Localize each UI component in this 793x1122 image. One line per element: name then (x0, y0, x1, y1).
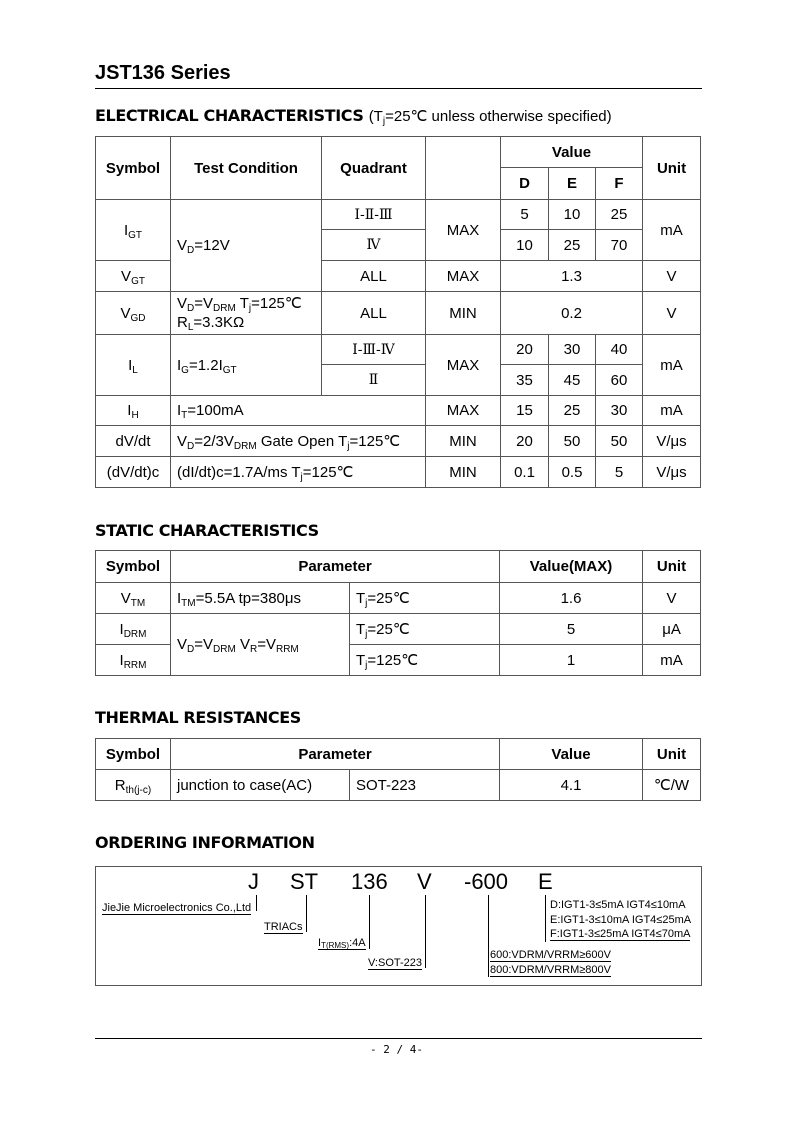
col-symbol: Symbol (96, 137, 171, 200)
label-voltage-600: 600:VDRM/VRRM≥600V (490, 949, 611, 961)
leader-v (425, 895, 426, 968)
limit-cell: MAX (426, 335, 501, 396)
symbol-vgt: $V_{GT}$ (96, 261, 171, 292)
symbol-irrm: $I_{RRM}$ (96, 645, 171, 676)
electrical-title-note: ($T_j=25℃$ unless otherwise specified) (368, 108, 612, 127)
value-cell: 1 (500, 645, 643, 676)
page-title: JST136 Series (95, 62, 231, 84)
symbol-vtm: $V_{TM}$ (96, 583, 171, 614)
cond-dvdtc: (dI/dt)c=1.7A/ms $T_j=125℃$ (171, 457, 426, 488)
electrical-title-text: ELECTRICAL CHARACTERISTICS (95, 106, 364, 125)
leader-600 (488, 895, 489, 977)
table-row (96, 457, 701, 488)
label-grade-d: D:IGT1-3≤5mA IGT4≤10mA (550, 899, 686, 911)
symbol-vgd: $V_{GD}$ (96, 292, 171, 335)
value-cell: 1.3 (501, 261, 643, 292)
col-value-max: Value(MAX) (500, 551, 643, 583)
col-value: Value (500, 739, 643, 770)
symbol-igt: $I_{GT}$ (96, 200, 171, 261)
param-tj: $T_j=25℃$ (350, 583, 500, 614)
thermal-table (95, 738, 701, 801)
unit-cell: mA (643, 396, 701, 426)
table-header-row (96, 137, 701, 168)
value-cell: 45 (549, 365, 596, 396)
electrical-section-title (95, 106, 612, 125)
value-cell: 25 (549, 230, 596, 261)
limit-cell: MAX (426, 261, 501, 292)
cond-vd-12v: $V_D=12V$ (171, 200, 322, 292)
symbol-ih: $I_H$ (96, 396, 171, 426)
table-row (96, 583, 701, 614)
col-unit: Unit (643, 739, 701, 770)
value-cell: 35 (501, 365, 549, 396)
static-section-title: STATIC CHARACTERISTICS (95, 521, 319, 540)
value-cell: 0.2 (501, 292, 643, 335)
value-cell: 0.5 (549, 457, 596, 488)
value-cell: 40 (596, 335, 643, 365)
value-cell: 25 (596, 200, 643, 230)
unit-cell: V/μs (643, 457, 701, 488)
unit-cell: mA (643, 335, 701, 396)
col-d: D (501, 168, 549, 200)
quadrant-cell: Ⅰ-Ⅲ-Ⅳ (322, 335, 426, 365)
unit-cell: V (643, 583, 701, 614)
col-f: F (596, 168, 643, 200)
ordering-section-title: ORDERING INFORMATION (95, 833, 315, 852)
col-unit: Unit (643, 137, 701, 200)
table-row (96, 335, 701, 365)
part-600: -600 (464, 869, 509, 894)
value-cell: 15 (501, 396, 549, 426)
param-tj: $T_j=125℃$ (350, 645, 500, 676)
symbol-idrm: $I_{DRM}$ (96, 614, 171, 645)
col-e: E (549, 168, 596, 200)
unit-cell: ℃/W (643, 770, 701, 801)
value-cell: 30 (596, 396, 643, 426)
unit-cell: mA (643, 200, 701, 261)
value-cell: 5 (596, 457, 643, 488)
leader-e (545, 895, 546, 942)
unit-cell: μA (643, 614, 701, 645)
value-cell: 30 (549, 335, 596, 365)
value-cell: 20 (501, 335, 549, 365)
table-header-row (96, 551, 701, 583)
header-rule (95, 88, 702, 89)
label-triacs: TRIACs (264, 921, 303, 933)
quadrant-cell: ALL (322, 292, 426, 335)
table-row (96, 614, 701, 645)
col-test-condition: Test Condition (171, 137, 322, 200)
param-tj: $T_j=25℃$ (350, 614, 500, 645)
part-st: ST (290, 869, 319, 894)
part-j: J (248, 869, 259, 894)
leader-136 (369, 895, 370, 949)
ordering-diagram (95, 866, 702, 986)
table-row (96, 770, 701, 801)
symbol-dvdt: dV/dt (96, 426, 171, 457)
param-package: SOT-223 (350, 770, 500, 801)
value-cell: 1.6 (500, 583, 643, 614)
param-itm: $I_{TM}=5.5A$ tp=380μs (171, 583, 350, 614)
part-e: E (538, 869, 553, 894)
col-limit (426, 137, 501, 200)
table-row (96, 200, 701, 230)
label-maker: JieJie Microelectronics Co.,Ltd (102, 902, 252, 914)
quadrant-cell: ALL (322, 261, 426, 292)
col-value: Value (501, 137, 643, 168)
label-grade-f: F:IGT1-3≤25mA IGT4≤70mA (550, 928, 691, 940)
leader-j (256, 895, 257, 911)
value-cell: 50 (549, 426, 596, 457)
label-voltage-800: 800:VDRM/VRRM≥800V (490, 964, 611, 976)
value-cell: 25 (549, 396, 596, 426)
limit-cell: MAX (426, 200, 501, 261)
page-number: - 2 / 4- (370, 1043, 423, 1056)
label-grade-e: E:IGT1-3≤10mA IGT4≤25mA (550, 914, 692, 926)
col-symbol: Symbol (96, 551, 171, 583)
value-cell: 4.1 (500, 770, 643, 801)
cond-vgd: $V_D=V_{DRM}$ $T_j=125℃$ $R_L=3.3K\Omega$ (171, 292, 322, 335)
footer-rule (95, 1038, 702, 1039)
label-current: $I_{T(RMS)}:4A$ (318, 937, 366, 950)
part-136: 136 (351, 869, 388, 894)
part-v: V (417, 869, 432, 894)
thermal-section-title: THERMAL RESISTANCES (95, 708, 301, 727)
unit-cell: V (643, 261, 701, 292)
param-junction: junction to case(AC) (171, 770, 350, 801)
symbol-rth: $R_{th(j-c)}$ (96, 770, 171, 801)
cond-il: $I_G=1.2I_{GT}$ (171, 335, 322, 396)
table-header-row (96, 739, 701, 770)
table-row (96, 292, 701, 335)
unit-cell: V/μs (643, 426, 701, 457)
value-cell: 10 (549, 200, 596, 230)
value-cell: 5 (500, 614, 643, 645)
col-unit: Unit (643, 551, 701, 583)
cond-dvdt: $V_D=2/3V_{DRM}$ Gate Open $T_j=125℃$ (171, 426, 426, 457)
col-symbol: Symbol (96, 739, 171, 770)
quadrant-cell: Ⅳ (322, 230, 426, 261)
symbol-dvdtc: (dV/dt)c (96, 457, 171, 488)
limit-cell: MIN (426, 426, 501, 457)
col-parameter: Parameter (171, 739, 500, 770)
quadrant-cell: Ⅱ (322, 365, 426, 396)
value-cell: 70 (596, 230, 643, 261)
leader-st (306, 895, 307, 932)
cond-ih: $I_T=100mA$ (171, 396, 426, 426)
table-row (96, 396, 701, 426)
col-parameter: Parameter (171, 551, 500, 583)
value-cell: 0.1 (501, 457, 549, 488)
value-cell: 10 (501, 230, 549, 261)
symbol-il: $I_L$ (96, 335, 171, 396)
param-vd-vr: $V_D=V_{DRM}$ $V_R=V_{RRM}$ (171, 614, 350, 676)
limit-cell: MAX (426, 396, 501, 426)
limit-cell: MIN (426, 457, 501, 488)
unit-cell: V (643, 292, 701, 335)
unit-cell: mA (643, 645, 701, 676)
value-cell: 5 (501, 200, 549, 230)
value-cell: 20 (501, 426, 549, 457)
electrical-table (95, 136, 701, 488)
col-quadrant: Quadrant (322, 137, 426, 200)
table-row (96, 426, 701, 457)
value-cell: 50 (596, 426, 643, 457)
limit-cell: MIN (426, 292, 501, 335)
static-table (95, 550, 701, 676)
quadrant-cell: Ⅰ-Ⅱ-Ⅲ (322, 200, 426, 230)
value-cell: 60 (596, 365, 643, 396)
label-package: V:SOT-223 (368, 957, 423, 969)
